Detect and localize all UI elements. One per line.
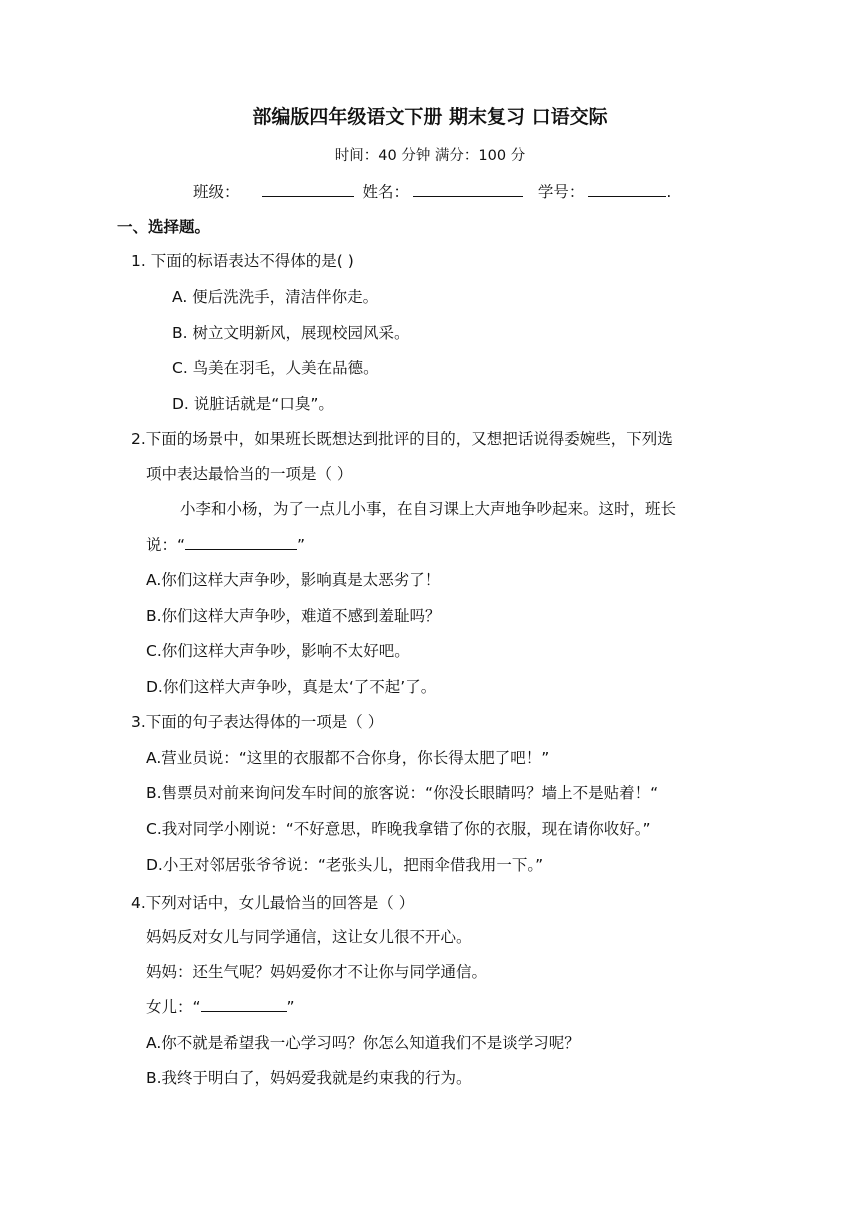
question-2-monitor-says	[146, 535, 305, 555]
question-2-option-b[interactable]: B.你们这样大声争吵，难道不感到羞耻吗？	[146, 607, 441, 625]
id-label: 学号：	[537, 183, 585, 201]
class-blank[interactable]	[262, 182, 354, 197]
question-1-option-b[interactable]: B. 树立文明新风，展现校园风采。	[172, 324, 410, 342]
question-1-option-d[interactable]: D. 说脏话就是“口臭”。	[172, 395, 334, 413]
question-3-option-b[interactable]: B.售票员对前来询问发车时间的旅客说：“你没长眼睛吗？墙上不是贴着！“	[146, 784, 659, 802]
question-2-option-d[interactable]: D.你们这样大声争吵，真是太‘了不起’了。	[146, 678, 437, 696]
end-mark: .	[666, 183, 672, 201]
question-2-scene: 小李和小杨，为了一点儿小事，在自习课上大声地争吵起来。这时，班长	[180, 500, 677, 518]
section-heading: 一、选择题。	[117, 218, 211, 236]
question-2-stem-line-1: 2.下面的场景中，如果班长既想达到批评的目的，又想把话说得委婉些，下列选	[131, 430, 673, 448]
name-blank[interactable]	[413, 182, 523, 197]
question-4-context-1: 妈妈反对女儿与同学通信，这让女儿很不开心。	[146, 928, 472, 946]
question-4-option-b[interactable]: B.我终于明白了，妈妈爱我就是约束我的行为。	[146, 1069, 472, 1087]
question-4-stem: 4.下列对话中，女儿最恰当的回答是（ ）	[131, 894, 415, 912]
question-2-stem-line-2: 项中表达最恰当的一项是（ ）	[146, 465, 353, 483]
page-title: 部编版四年级语文下册 期末复习 口语交际	[252, 106, 608, 128]
question-3-option-d[interactable]: D.小王对邻居张爷爷说：“老张头儿，把雨伞借我用一下。”	[146, 856, 544, 874]
question-3-option-c[interactable]: C.我对同学小刚说：“不好意思，昨晚我拿错了你的衣服，现在请你收好。”	[146, 820, 651, 838]
question-1-stem: 1. 下面的标语表达不得体的是( )	[131, 252, 354, 270]
question-4-context-2: 妈妈：还生气呢？妈妈爱你才不让你与同学通信。	[146, 963, 488, 981]
exam-info: 时间：40 分钟 满分：100 分	[334, 148, 526, 164]
name-label: 姓名：	[362, 183, 409, 201]
answer-blank[interactable]	[201, 997, 287, 1012]
question-3-stem: 3.下面的句子表达得体的一项是（ ）	[131, 713, 384, 731]
question-2-option-c[interactable]: C.你们这样大声争吵，影响不太好吧。	[146, 642, 410, 660]
student-info-row	[193, 182, 671, 202]
question-1-option-c[interactable]: C. 鸟美在羽毛，人美在品德。	[172, 359, 379, 377]
quote-close: ”	[286, 998, 295, 1016]
question-1-option-a[interactable]: A. 便后洗洗手，清洁伴你走。	[172, 288, 379, 306]
question-4-daughter-says	[146, 997, 295, 1017]
quote-open: 女儿：“	[146, 998, 201, 1016]
question-4-option-a[interactable]: A.你不就是希望我一心学习吗？你怎么知道我们不是谈学习呢？	[146, 1034, 580, 1052]
answer-blank[interactable]	[185, 535, 297, 550]
id-blank[interactable]	[588, 182, 666, 197]
class-label: 班级：	[193, 183, 240, 201]
question-3-option-a[interactable]: A.营业员说：“这里的衣服都不合你身，你长得太肥了吧！”	[146, 749, 550, 767]
quote-close: ”	[297, 536, 306, 554]
quote-open: 说：“	[146, 536, 186, 554]
question-2-option-a[interactable]: A.你们这样大声争吵，影响真是太恶劣了！	[146, 571, 441, 589]
